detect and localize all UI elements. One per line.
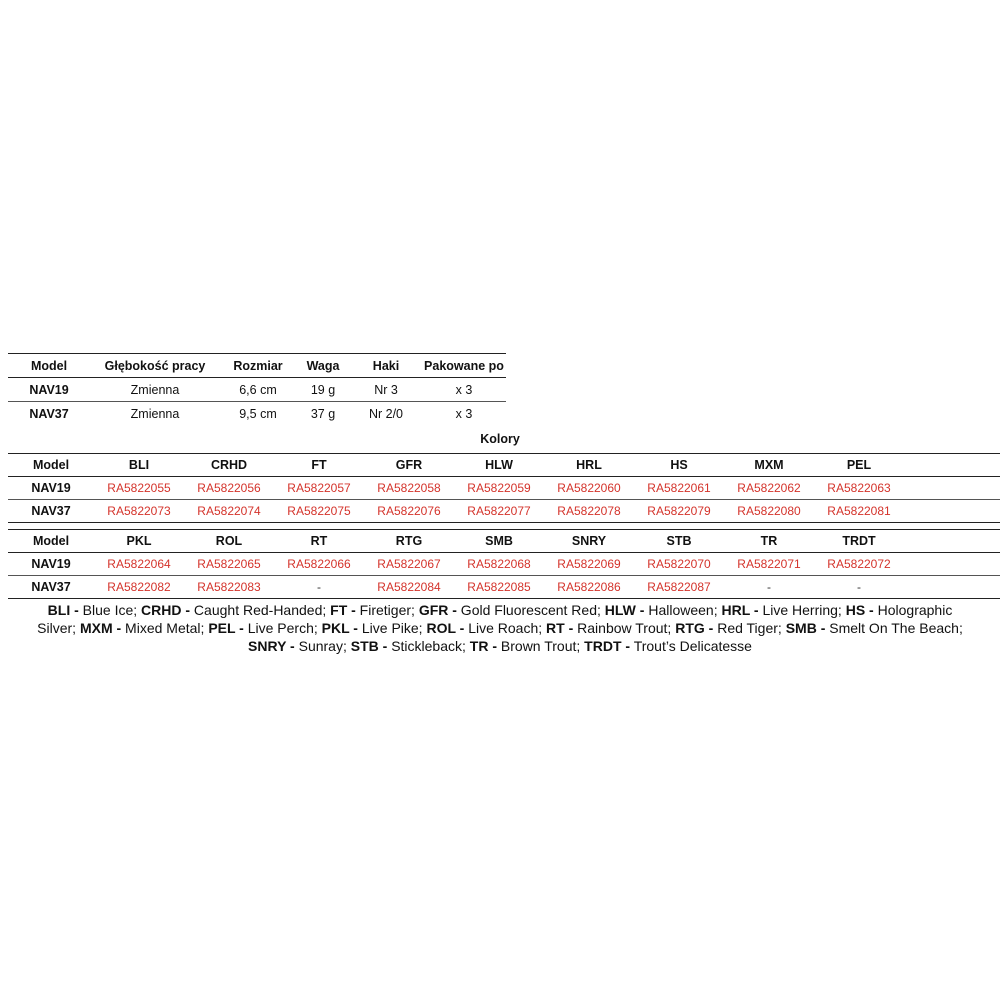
col-header: GFR — [364, 454, 454, 477]
legend-code: PKL - — [321, 620, 358, 636]
legend-desc: Trout’s Delicatesse — [630, 638, 752, 654]
code-cell: RA5822080 — [724, 500, 814, 523]
code-cell: RA5822068 — [454, 553, 544, 576]
col-header: PEL — [814, 454, 904, 477]
code-cell: RA5822056 — [184, 477, 274, 500]
code-cell: RA5822065 — [184, 553, 274, 576]
code-cell: RA5822084 — [364, 576, 454, 599]
table-row — [8, 500, 1000, 523]
dash-cell: - — [814, 576, 904, 599]
code-cell: RA5822086 — [544, 576, 634, 599]
model-cell: NAV37 — [8, 576, 94, 599]
code-cell: RA5822074 — [184, 500, 274, 523]
code-cell: RA5822067 — [364, 553, 454, 576]
col-header-empty — [904, 454, 1000, 477]
legend-code: HS - — [845, 602, 874, 618]
legend-desc: Halloween; — [644, 602, 722, 618]
legend-desc: Smelt On The Beach; — [825, 620, 963, 636]
colors-table-b — [8, 529, 1000, 599]
col-header: Model — [8, 530, 94, 553]
code-cell: RA5822087 — [634, 576, 724, 599]
col-header: STB — [634, 530, 724, 553]
specs-header-model: Model — [8, 354, 90, 378]
table-row — [8, 477, 1000, 500]
code-cell: RA5822079 — [634, 500, 724, 523]
size-cell: 9,5 cm — [239, 406, 277, 421]
col-header: RTG — [364, 530, 454, 553]
model-cell: NAV19 — [8, 477, 94, 500]
specs-header-size: Rozmiar — [220, 354, 296, 378]
color-legend — [0, 601, 1000, 655]
depth-cell: Zmienna — [130, 406, 180, 421]
colors-title: Kolory — [480, 432, 520, 446]
legend-code: RTG - — [675, 620, 714, 636]
col-header: SNRY — [544, 530, 634, 553]
code-cell: RA5822061 — [634, 477, 724, 500]
legend-desc: Silver; — [37, 620, 80, 636]
col-header: ROL — [184, 530, 274, 553]
legend-code: SNRY - — [248, 638, 295, 654]
empty-cell — [904, 576, 1000, 599]
weight-cell: 19 g — [296, 378, 350, 402]
code-cell: RA5822070 — [634, 553, 724, 576]
pack-cell: x 3 — [455, 406, 473, 421]
specs-table — [8, 353, 506, 425]
col-header: Model — [8, 454, 94, 477]
legend-code: MXM - — [79, 620, 122, 636]
code-cell: RA5822059 — [454, 477, 544, 500]
legend-desc: Live Perch; — [243, 620, 322, 636]
legend-desc: Firetiger; — [355, 602, 419, 618]
code-cell: RA5822066 — [274, 553, 364, 576]
colors-table-a — [8, 453, 1000, 523]
colors-b-header-row — [8, 530, 1000, 553]
code-cell: RA5822078 — [544, 500, 634, 523]
legend-code: CRHD - — [141, 602, 191, 618]
code-cell: RA5822057 — [274, 477, 364, 500]
col-header: RT — [274, 530, 364, 553]
col-header: HRL — [544, 454, 634, 477]
legend-desc: Red Tiger; — [713, 620, 786, 636]
legend-desc: Live Pike; — [357, 620, 427, 636]
legend-desc: Stickleback; — [387, 638, 470, 654]
legend-desc: Live Herring; — [758, 602, 846, 618]
legend-code: TR - — [469, 638, 498, 654]
code-cell: RA5822071 — [724, 553, 814, 576]
code-cell: RA5822073 — [94, 500, 184, 523]
size-cell: 6,6 cm — [220, 378, 296, 402]
code-cell: RA5822076 — [364, 500, 454, 523]
col-header-empty — [904, 530, 1000, 553]
model-cell: NAV19 — [8, 553, 94, 576]
legend-code: HLW - — [604, 602, 645, 618]
code-cell: RA5822083 — [184, 576, 274, 599]
code-cell: RA5822058 — [364, 477, 454, 500]
col-header: HLW — [454, 454, 544, 477]
model-cell: NAV37 — [29, 406, 69, 421]
code-cell: RA5822063 — [814, 477, 904, 500]
code-cell: RA5822060 — [544, 477, 634, 500]
col-header: PKL — [94, 530, 184, 553]
legend-code: SMB - — [785, 620, 826, 636]
legend-code: HRL - — [721, 602, 759, 618]
dash-cell: - — [724, 576, 814, 599]
weight-cell: 37 g — [310, 406, 336, 421]
colors-a-header-row — [8, 454, 1000, 477]
col-header: TR — [724, 530, 814, 553]
col-header: SMB — [454, 530, 544, 553]
model-cell: NAV37 — [8, 500, 94, 523]
legend-desc: Caught Red-Handed; — [190, 602, 331, 618]
empty-cell — [904, 477, 1000, 500]
code-cell: RA5822082 — [94, 576, 184, 599]
table-row — [8, 402, 506, 426]
empty-cell — [904, 553, 1000, 576]
legend-line — [0, 601, 1000, 619]
table-row — [8, 576, 1000, 599]
table-row — [8, 553, 1000, 576]
legend-code: GFR - — [418, 602, 457, 618]
legend-line — [0, 619, 1000, 637]
empty-cell — [904, 500, 1000, 523]
code-cell: RA5822072 — [814, 553, 904, 576]
code-cell: RA5822055 — [94, 477, 184, 500]
col-header: MXM — [724, 454, 814, 477]
col-header: TRDT — [814, 530, 904, 553]
code-cell: RA5822064 — [94, 553, 184, 576]
col-header: FT — [274, 454, 364, 477]
legend-code: BLI - — [47, 602, 79, 618]
code-cell: RA5822077 — [454, 500, 544, 523]
depth-cell: Zmienna — [90, 378, 220, 402]
legend-line — [0, 637, 1000, 655]
code-cell: RA5822075 — [274, 500, 364, 523]
col-header: BLI — [94, 454, 184, 477]
legend-desc: Live Roach; — [464, 620, 547, 636]
legend-code: STB - — [350, 638, 388, 654]
legend-code: PEL - — [208, 620, 244, 636]
legend-desc: Brown Trout; — [497, 638, 585, 654]
legend-code: FT - — [330, 602, 356, 618]
model-cell: NAV19 — [8, 378, 90, 402]
hooks-cell: Nr 3 — [350, 378, 422, 402]
legend-desc: Gold Fluorescent Red; — [456, 602, 605, 618]
code-cell: RA5822062 — [724, 477, 814, 500]
dash-cell: - — [274, 576, 364, 599]
legend-desc: Rainbow Trout; — [573, 620, 676, 636]
hooks-cell: Nr 2/0 — [368, 406, 404, 421]
code-cell: RA5822069 — [544, 553, 634, 576]
specs-header-pack: Pakowane po — [422, 354, 506, 378]
legend-code: ROL - — [426, 620, 465, 636]
pack-cell: x 3 — [422, 378, 506, 402]
specs-header-hooks: Haki — [350, 354, 422, 378]
specs-header-depth: Głębokość pracy — [90, 354, 220, 378]
legend-desc: Holographic — [873, 602, 953, 618]
legend-code: RT - — [546, 620, 574, 636]
col-header: HS — [634, 454, 724, 477]
table-row — [8, 378, 506, 402]
specs-header-row — [8, 354, 506, 378]
legend-desc: Mixed Metal; — [121, 620, 209, 636]
legend-desc: Sunray; — [294, 638, 351, 654]
col-header: CRHD — [184, 454, 274, 477]
code-cell: RA5822085 — [454, 576, 544, 599]
code-cell: RA5822081 — [814, 500, 904, 523]
specs-header-weight: Waga — [296, 354, 350, 378]
legend-code: TRDT - — [584, 638, 631, 654]
legend-desc: Blue Ice; — [78, 602, 142, 618]
